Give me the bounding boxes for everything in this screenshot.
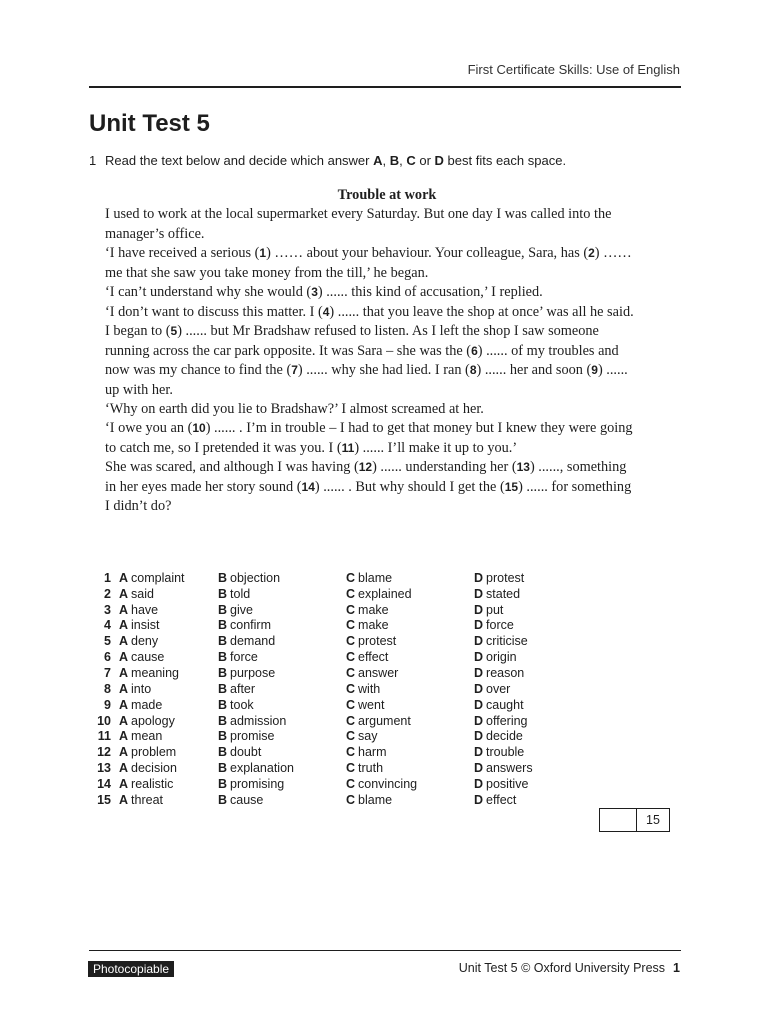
gap-number: 15 bbox=[504, 479, 519, 494]
option-letter: C bbox=[346, 586, 356, 601]
option-letter: D bbox=[474, 650, 484, 665]
option-word: trouble bbox=[486, 745, 525, 760]
option-letter: C bbox=[346, 570, 356, 585]
option-word: effect bbox=[358, 650, 389, 665]
option-letter: C bbox=[346, 665, 356, 680]
option-letter: C bbox=[346, 650, 356, 665]
option-b bbox=[218, 602, 346, 618]
option-letter: A bbox=[119, 792, 129, 807]
option-word: harm bbox=[358, 745, 387, 760]
option-d bbox=[474, 649, 574, 665]
option-word: convincing bbox=[358, 776, 418, 791]
option-d bbox=[474, 744, 574, 760]
option-word: into bbox=[131, 681, 152, 696]
option-b bbox=[218, 570, 346, 586]
option-row bbox=[89, 792, 574, 808]
option-letter: A bbox=[119, 729, 129, 744]
option-word: confirm bbox=[230, 618, 272, 633]
option-word: decision bbox=[131, 761, 177, 776]
page-title: Unit Test 5 bbox=[89, 110, 210, 137]
option-a bbox=[119, 665, 218, 681]
header-rule bbox=[89, 86, 681, 88]
option-c bbox=[346, 649, 474, 665]
option-a bbox=[119, 570, 218, 586]
item-number: 15 bbox=[97, 792, 111, 807]
option-letter: A bbox=[119, 570, 129, 585]
gap-number: 3 bbox=[311, 285, 318, 300]
option-word: went bbox=[358, 697, 385, 712]
passage-text: ) ...... up with her. bbox=[105, 362, 628, 398]
score-total: 15 bbox=[646, 813, 660, 827]
option-row bbox=[89, 665, 574, 681]
option-a bbox=[119, 649, 218, 665]
option-b bbox=[218, 728, 346, 744]
passage-text: ‘I have received a serious ( bbox=[105, 245, 260, 262]
passage-text: ) ...... this kind of accusation,’ I replied. bbox=[317, 284, 543, 301]
option-word: made bbox=[131, 697, 163, 712]
option-letter: D bbox=[474, 665, 484, 680]
option-letter: C bbox=[346, 761, 356, 776]
footer-credit bbox=[459, 961, 680, 975]
option-c bbox=[346, 586, 474, 602]
option-letter: D bbox=[474, 729, 484, 744]
option-letter: B bbox=[218, 650, 228, 665]
option-letter: D bbox=[474, 570, 484, 585]
option-letter: C bbox=[346, 792, 356, 807]
option-d bbox=[474, 697, 574, 713]
gap-number: 9 bbox=[591, 363, 598, 378]
option-word: admission bbox=[230, 713, 287, 728]
option-letter: A bbox=[119, 602, 129, 617]
option-word: truth bbox=[358, 761, 384, 776]
option-a bbox=[119, 744, 218, 760]
option-word: offering bbox=[486, 713, 528, 728]
option-d bbox=[474, 602, 574, 618]
score-box bbox=[599, 808, 670, 832]
option-b bbox=[218, 681, 346, 697]
item-number: 3 bbox=[104, 602, 111, 617]
option-b bbox=[218, 618, 346, 634]
option-row bbox=[89, 697, 574, 713]
option-b bbox=[218, 649, 346, 665]
passage-text: ) ...... understanding her ( bbox=[372, 459, 517, 476]
score-input-cell[interactable] bbox=[600, 809, 637, 831]
option-letter: A bbox=[119, 650, 129, 665]
option-letter: D bbox=[474, 761, 484, 776]
passage-text: ‘Why on earth did you lie to Bradshaw?’ I almost screamed at her. bbox=[105, 400, 484, 417]
passage-paragraph bbox=[105, 322, 635, 400]
option-word: with bbox=[358, 681, 381, 696]
passage-paragraph bbox=[105, 419, 635, 458]
option-word: have bbox=[131, 602, 159, 617]
option-letter: B bbox=[218, 602, 228, 617]
option-letter: D bbox=[474, 618, 484, 633]
option-c bbox=[346, 633, 474, 649]
option-d bbox=[474, 776, 574, 792]
option-word: mean bbox=[131, 729, 163, 744]
passage-text: ) ...... that you leave the shop at once’ was all he said. bbox=[329, 303, 634, 320]
item-number: 8 bbox=[104, 681, 111, 696]
passage-paragraph bbox=[105, 458, 635, 516]
passage-body bbox=[105, 205, 635, 516]
option-word: criticise bbox=[486, 634, 528, 649]
option-letter: D bbox=[474, 681, 484, 696]
option-row bbox=[89, 744, 574, 760]
option-letter: C bbox=[346, 602, 356, 617]
option-letter: C bbox=[346, 681, 356, 696]
passage-text: ) …… me that she saw you take money from the till,’ he began. bbox=[105, 245, 632, 281]
option-letter: B bbox=[218, 586, 228, 601]
option-row bbox=[89, 602, 574, 618]
option-word: make bbox=[358, 618, 389, 633]
option-c bbox=[346, 776, 474, 792]
option-a bbox=[119, 618, 218, 634]
copyright-text: Unit Test 5 © Oxford University Press bbox=[458, 961, 666, 975]
question-number: 1 bbox=[89, 153, 97, 168]
item-number: 4 bbox=[104, 618, 111, 633]
page-number: 1 bbox=[673, 961, 680, 975]
passage-text: ) ...... . I’m in trouble – I had to get that money but I knew they were going to catch me, so I pretended it was you. I ( bbox=[105, 420, 633, 456]
item-number: 14 bbox=[97, 776, 111, 791]
option-b bbox=[218, 713, 346, 729]
option-row bbox=[89, 681, 574, 697]
option-b bbox=[218, 744, 346, 760]
option-row bbox=[89, 618, 574, 634]
option-letter: C bbox=[346, 729, 356, 744]
option-word: caught bbox=[486, 697, 524, 712]
option-b bbox=[218, 586, 346, 602]
option-letter: D bbox=[474, 713, 484, 728]
passage-paragraph bbox=[105, 244, 635, 283]
option-word: effect bbox=[486, 792, 517, 807]
option-letter: C bbox=[346, 713, 356, 728]
option-word: protest bbox=[486, 570, 525, 585]
item-number: 10 bbox=[97, 713, 111, 728]
option-row bbox=[89, 776, 574, 792]
gap-number: 6 bbox=[471, 343, 478, 358]
option-word: complaint bbox=[131, 570, 185, 585]
option-word: answers bbox=[486, 761, 533, 776]
item-number: 6 bbox=[104, 650, 111, 665]
option-d bbox=[474, 586, 574, 602]
item-number: 2 bbox=[104, 586, 111, 601]
option-word: force bbox=[230, 650, 258, 665]
gap-number: 2 bbox=[588, 246, 595, 261]
passage-paragraph bbox=[105, 283, 635, 302]
option-row bbox=[89, 570, 574, 586]
passage-text: ) ...... but Mr Bradshaw refused to listen. As I left the shop I saw someone running across the car park opposite. It was Sara – she was the ( bbox=[105, 323, 599, 359]
option-c bbox=[346, 728, 474, 744]
option-letter: A bbox=[119, 745, 129, 760]
passage-paragraph bbox=[105, 303, 635, 322]
option-word: deny bbox=[131, 634, 159, 649]
option-letter: A bbox=[119, 761, 129, 776]
passage-paragraph bbox=[105, 205, 635, 244]
option-word: cause bbox=[131, 650, 165, 665]
gap-number: 14 bbox=[301, 479, 315, 494]
option-letter: B bbox=[218, 665, 228, 680]
option-word: say bbox=[358, 729, 378, 744]
option-letter: A bbox=[119, 681, 129, 696]
item-number: 13 bbox=[97, 761, 111, 776]
passage-text: ) ......, something in her eyes made her story sound ( bbox=[105, 459, 627, 495]
passage-text: ) ...... I’ll make it up to you.’ bbox=[354, 439, 518, 456]
passage-text: ) …… about your behaviour. Your colleague, Sara, has ( bbox=[266, 245, 589, 262]
option-a bbox=[119, 602, 218, 618]
option-letter: A bbox=[119, 634, 129, 649]
passage-paragraph bbox=[105, 400, 635, 419]
letter-d: D bbox=[434, 153, 444, 168]
option-d bbox=[474, 633, 574, 649]
option-a bbox=[119, 776, 218, 792]
option-d bbox=[474, 681, 574, 697]
option-letter: A bbox=[119, 665, 129, 680]
option-letter: B bbox=[218, 634, 228, 649]
option-word: protest bbox=[358, 634, 397, 649]
option-c bbox=[346, 570, 474, 586]
passage-text: I began to ( bbox=[105, 323, 171, 340]
option-d bbox=[474, 713, 574, 729]
gap-number: 4 bbox=[322, 304, 330, 319]
item-number: 11 bbox=[97, 729, 111, 744]
option-c bbox=[346, 713, 474, 729]
option-letter: C bbox=[346, 618, 356, 633]
option-word: stated bbox=[486, 586, 521, 601]
letter-c: C bbox=[406, 153, 416, 168]
option-letter: D bbox=[474, 634, 484, 649]
option-row bbox=[89, 586, 574, 602]
option-row bbox=[89, 649, 574, 665]
option-word: explained bbox=[358, 586, 412, 601]
option-word: positive bbox=[486, 776, 529, 791]
gap-number: 10 bbox=[192, 421, 206, 436]
option-word: force bbox=[486, 618, 514, 633]
option-d bbox=[474, 665, 574, 681]
book-title: First Certificate Skills: Use of English bbox=[467, 62, 680, 77]
option-word: argument bbox=[358, 713, 411, 728]
option-letter: D bbox=[474, 776, 484, 791]
letter-b: B bbox=[389, 153, 400, 168]
option-d bbox=[474, 760, 574, 776]
item-number: 5 bbox=[104, 634, 111, 649]
gap-number: 5 bbox=[170, 324, 178, 339]
option-d bbox=[474, 792, 574, 808]
option-letter: A bbox=[119, 776, 129, 791]
option-d bbox=[474, 728, 574, 744]
passage-text: ‘I can’t understand why she would ( bbox=[105, 284, 312, 301]
option-word: demand bbox=[230, 634, 276, 649]
gap-number: 13 bbox=[516, 460, 530, 475]
option-c bbox=[346, 760, 474, 776]
option-word: answer bbox=[358, 665, 399, 680]
option-word: told bbox=[230, 586, 251, 601]
option-row bbox=[89, 728, 574, 744]
option-word: origin bbox=[486, 650, 517, 665]
option-word: took bbox=[230, 697, 254, 712]
option-letter: B bbox=[218, 570, 228, 585]
gap-number: 12 bbox=[358, 460, 373, 475]
gap-number: 7 bbox=[291, 363, 298, 378]
option-c bbox=[346, 697, 474, 713]
option-b bbox=[218, 760, 346, 776]
option-word: apology bbox=[131, 713, 175, 728]
option-letter: B bbox=[218, 729, 228, 744]
option-word: problem bbox=[131, 745, 177, 760]
option-c bbox=[346, 618, 474, 634]
option-b bbox=[218, 697, 346, 713]
option-a bbox=[119, 760, 218, 776]
passage-text: ) ...... for something I didn’t do? bbox=[105, 478, 632, 515]
option-c bbox=[346, 602, 474, 618]
option-word: cause bbox=[230, 792, 264, 807]
option-word: doubt bbox=[230, 745, 262, 760]
passage-text: ) ...... of my troubles and now was my chance to find the ( bbox=[105, 342, 619, 379]
instruction-text: Read the text below and decide which answer bbox=[105, 153, 374, 168]
option-row bbox=[89, 760, 574, 776]
passage-text: ) ...... . But why should I get the ( bbox=[314, 478, 505, 495]
answer-options-table bbox=[89, 570, 574, 808]
option-c bbox=[346, 744, 474, 760]
option-d bbox=[474, 570, 574, 586]
option-letter: B bbox=[218, 792, 228, 807]
option-letter: C bbox=[346, 745, 356, 760]
option-word: promise bbox=[230, 729, 275, 744]
item-number: 1 bbox=[104, 570, 111, 585]
option-letter: B bbox=[218, 713, 228, 728]
option-word: realistic bbox=[131, 776, 174, 791]
option-word: make bbox=[358, 602, 389, 617]
option-word: decide bbox=[486, 729, 523, 744]
item-number: 12 bbox=[97, 745, 111, 760]
option-word: reason bbox=[486, 665, 525, 680]
passage-text: ‘I don’t want to discuss this matter. I ( bbox=[105, 303, 323, 320]
gap-number: 8 bbox=[469, 363, 477, 378]
option-letter: C bbox=[346, 697, 356, 712]
option-letter: B bbox=[218, 776, 228, 791]
option-c bbox=[346, 681, 474, 697]
option-word: over bbox=[486, 681, 511, 696]
option-word: after bbox=[230, 681, 256, 696]
gap-number: 1 bbox=[259, 246, 267, 261]
option-letter: D bbox=[474, 697, 484, 712]
passage-text: ) ...... her and soon ( bbox=[476, 362, 592, 379]
option-word: insist bbox=[131, 618, 160, 633]
option-word: blame bbox=[358, 570, 393, 585]
option-c bbox=[346, 792, 474, 808]
option-a bbox=[119, 697, 218, 713]
option-word: blame bbox=[358, 792, 393, 807]
option-letter: C bbox=[346, 776, 356, 791]
passage-title: Trouble at work bbox=[337, 187, 437, 203]
footer-rule bbox=[89, 950, 681, 951]
option-word: give bbox=[230, 602, 253, 617]
option-row bbox=[89, 633, 574, 649]
option-letter: A bbox=[119, 697, 129, 712]
option-letter: A bbox=[119, 586, 129, 601]
option-word: meaning bbox=[131, 665, 179, 680]
passage-text: I used to work at the local supermarket every Saturday. But one day I was called into the manager’s office. bbox=[105, 206, 612, 242]
option-letter: D bbox=[474, 745, 484, 760]
photocopiable-badge: Photocopiable bbox=[88, 961, 174, 977]
option-word: said bbox=[131, 586, 154, 601]
option-letter: D bbox=[474, 586, 484, 601]
option-word: threat bbox=[131, 792, 163, 807]
instruction: 1 Read the text below and decide which answer A, B, C or D best fits each space. bbox=[89, 153, 567, 168]
option-word: promising bbox=[230, 776, 285, 791]
option-letter: B bbox=[218, 761, 228, 776]
option-a bbox=[119, 728, 218, 744]
option-b bbox=[218, 633, 346, 649]
option-c bbox=[346, 665, 474, 681]
option-letter: A bbox=[119, 713, 129, 728]
passage-text: She was scared, and although I was having ( bbox=[105, 459, 359, 476]
option-a bbox=[119, 681, 218, 697]
passage-text: ) ...... why she had lied. I ran ( bbox=[297, 362, 470, 379]
item-number: 9 bbox=[104, 697, 111, 712]
option-row bbox=[89, 713, 574, 729]
option-word: purpose bbox=[230, 665, 276, 680]
option-word: explanation bbox=[230, 761, 294, 776]
option-b bbox=[218, 776, 346, 792]
option-a bbox=[119, 792, 218, 808]
option-letter: A bbox=[119, 618, 129, 633]
option-letter: B bbox=[218, 618, 228, 633]
option-word: objection bbox=[230, 570, 281, 585]
option-a bbox=[119, 633, 218, 649]
item-number: 7 bbox=[104, 665, 111, 680]
gap-number: 11 bbox=[341, 440, 355, 455]
passage-text: ‘I owe you an ( bbox=[105, 420, 193, 437]
option-d bbox=[474, 618, 574, 634]
option-letter: D bbox=[474, 792, 484, 807]
reading-passage bbox=[105, 186, 635, 517]
option-letter: B bbox=[218, 681, 228, 696]
option-letter: D bbox=[474, 602, 484, 617]
option-letter: B bbox=[218, 697, 228, 712]
letter-a: A bbox=[373, 153, 383, 168]
option-b bbox=[218, 792, 346, 808]
option-b bbox=[218, 665, 346, 681]
option-letter: B bbox=[218, 745, 228, 760]
option-a bbox=[119, 713, 218, 729]
option-a bbox=[119, 586, 218, 602]
option-letter: C bbox=[346, 634, 356, 649]
option-word: put bbox=[486, 602, 504, 617]
